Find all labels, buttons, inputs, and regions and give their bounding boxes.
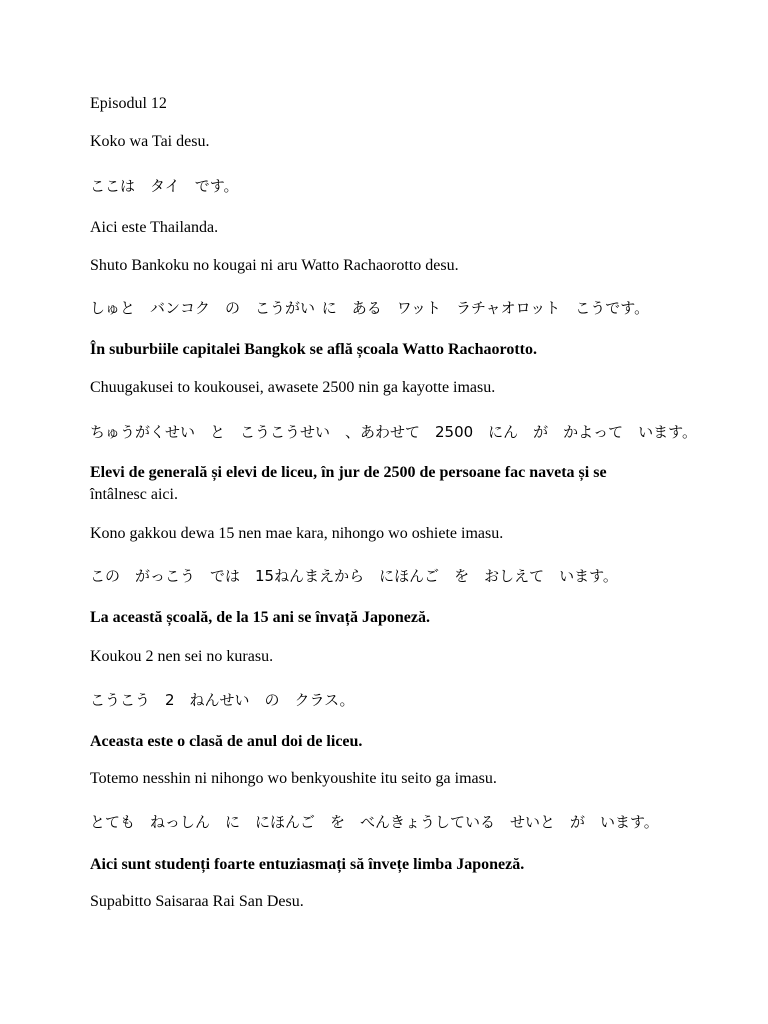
japanese-line-4: この がっこう では 15ねんまえから にほんご を おしえて います。 [90, 567, 618, 585]
translation-line-3-cont: întâlnesc aici. [90, 486, 178, 503]
japanese-line-6: とても ねっしん に にほんご を べんきょうしている せいと が います。 [90, 813, 659, 831]
translation-line-2: În suburbiile capitalei Bangkok se află școala Watto Rachaorotto. [90, 341, 537, 358]
japanese-line-1: ここは タイ です。 [90, 177, 239, 195]
romaji-line-1: Koko wa Tai desu. [90, 133, 210, 150]
romaji-line-4: Kono gakkou dewa 15 nen mae kara, nihongo wo oshiete imasu. [90, 525, 504, 542]
japanese-line-2: しゅと バンコク の こうがい に ある ワット ラチャオロット こうです。 [90, 299, 650, 317]
romaji-line-3: Chuugakusei to koukousei, awasete 2500 nin ga kayotte imasu. [90, 379, 496, 396]
translation-line-3-main: Elevi de generală și elevi de liceu, în jur de 2500 de persoane fac naveta și se [90, 464, 607, 481]
romaji-line-7: Supabitto Saisaraa Rai San Desu. [90, 893, 304, 910]
episode-title: Episodul 12 [90, 95, 167, 112]
japanese-line-5: こうこう 2 ねんせい の クラス。 [90, 691, 355, 709]
romaji-line-5: Koukou 2 nen sei no kurasu. [90, 648, 274, 665]
translation-line-5: Aceasta este o clasă de anul doi de liceu. [90, 733, 363, 750]
translation-line-1: Aici este Thailanda. [90, 219, 219, 236]
japanese-line-3: ちゅうがくせい と こうこうせい 、あわせて 2500 にん が かよって います。 [90, 423, 697, 441]
translation-line-4: La această școală, de la 15 ani se învață Japoneză. [90, 609, 430, 626]
translation-line-3 [90, 462, 650, 506]
romaji-line-2: Shuto Bankoku no kougai ni aru Watto Rachaorotto desu. [90, 257, 459, 274]
romaji-line-6: Totemo nesshin ni nihongo wo benkyoushite itu seito ga imasu. [90, 770, 497, 787]
translation-line-6: Aici sunt studenți foarte entuziasmați să învețe limba Japoneză. [90, 856, 525, 873]
